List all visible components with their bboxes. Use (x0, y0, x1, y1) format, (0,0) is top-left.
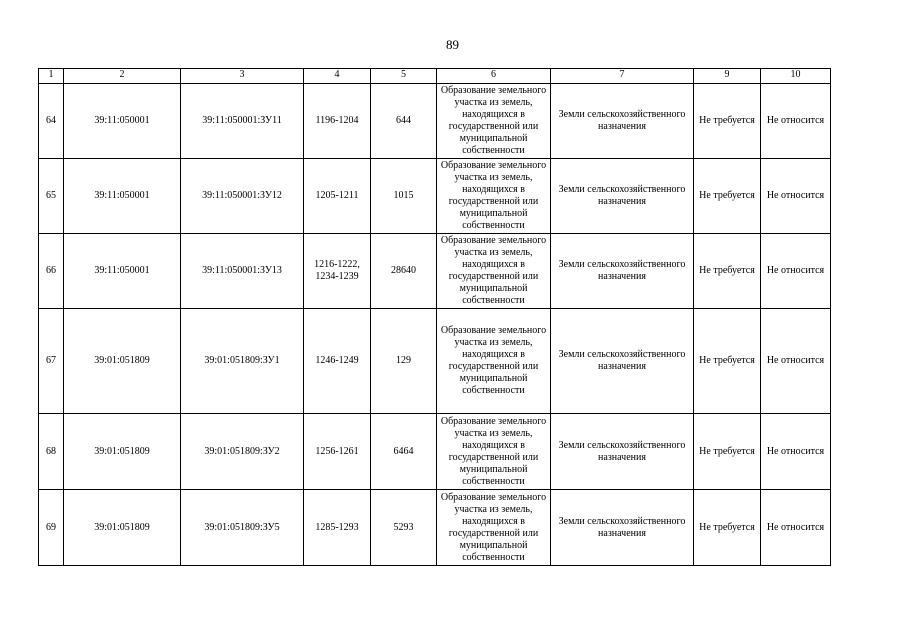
plot-area: 644 (371, 84, 437, 159)
header-cell: 2 (64, 69, 181, 84)
row-number: 64 (39, 84, 64, 159)
row-number: 69 (39, 490, 64, 566)
table-row (39, 309, 831, 414)
cadastral-quarter: 39:01:051809 (64, 490, 181, 566)
boundary-points: 1216-1222, 1234-1239 (304, 234, 371, 309)
table-row (39, 159, 831, 234)
formation-method: Образование земельного участка из земель, находящихся в государственной или муниципальной собственности (437, 490, 551, 566)
row-number: 65 (39, 159, 64, 234)
header-cell: 5 (371, 69, 437, 84)
plot-designation: 39:01:051809:ЗУ5 (181, 490, 304, 566)
formation-method: Образование земельного участка из земель, находящихся в государственной или муниципальной собственности (437, 234, 551, 309)
formation-method: Образование земельного участка из земель, находящихся в государственной или муниципальной собственности (437, 414, 551, 490)
cadastral-quarter: 39:01:051809 (64, 414, 181, 490)
boundary-points: 1285-1293 (304, 490, 371, 566)
boundary-points: 1246-1249 (304, 309, 371, 414)
header-cell: 6 (437, 69, 551, 84)
row-number: 68 (39, 414, 64, 490)
land-category: Земли сельскохозяйственного назначения (551, 309, 694, 414)
relation: Не относится (761, 84, 831, 159)
table-header-row (39, 69, 831, 84)
plot-designation: 39:11:050001:ЗУ13 (181, 234, 304, 309)
plot-area: 6464 (371, 414, 437, 490)
table-row (39, 234, 831, 309)
table-row (39, 414, 831, 490)
plot-area: 28640 (371, 234, 437, 309)
page-number: 89 (446, 37, 459, 52)
plot-designation: 39:11:050001:ЗУ11 (181, 84, 304, 159)
cadastral-quarter: 39:11:050001 (64, 159, 181, 234)
table-row (39, 84, 831, 159)
land-category: Земли сельскохозяйственного назначения (551, 234, 694, 309)
header-cell: 1 (39, 69, 64, 84)
formation-method: Образование земельного участка из земель, находящихся в государственной или муниципальной собственности (437, 159, 551, 234)
plot-designation: 39:01:051809:ЗУ1 (181, 309, 304, 414)
table-row (39, 490, 831, 566)
land-category: Земли сельскохозяйственного назначения (551, 159, 694, 234)
plot-designation: 39:11:050001:ЗУ12 (181, 159, 304, 234)
requirement: Не требуется (694, 309, 761, 414)
plot-area: 129 (371, 309, 437, 414)
relation: Не относится (761, 490, 831, 566)
requirement: Не требуется (694, 490, 761, 566)
relation: Не относится (761, 159, 831, 234)
boundary-points: 1196-1204 (304, 84, 371, 159)
plot-designation: 39:01:051809:ЗУ2 (181, 414, 304, 490)
header-cell: 3 (181, 69, 304, 84)
land-category: Земли сельскохозяйственного назначения (551, 490, 694, 566)
formation-method: Образование земельного участка из земель, находящихся в государственной или муниципальной собственности (437, 84, 551, 159)
requirement: Не требуется (694, 159, 761, 234)
land-category: Земли сельскохозяйственного назначения (551, 414, 694, 490)
header-cell: 10 (761, 69, 831, 84)
relation: Не относится (761, 414, 831, 490)
land-plot-table (38, 68, 831, 566)
row-number: 66 (39, 234, 64, 309)
row-number: 67 (39, 309, 64, 414)
header-cell: 7 (551, 69, 694, 84)
cadastral-quarter: 39:01:051809 (64, 309, 181, 414)
requirement: Не требуется (694, 414, 761, 490)
relation: Не относится (761, 234, 831, 309)
boundary-points: 1205-1211 (304, 159, 371, 234)
plot-area: 1015 (371, 159, 437, 234)
plot-area: 5293 (371, 490, 437, 566)
header-cell: 9 (694, 69, 761, 84)
requirement: Не требуется (694, 234, 761, 309)
relation: Не относится (761, 309, 831, 414)
land-category: Земли сельскохозяйственного назначения (551, 84, 694, 159)
cadastral-quarter: 39:11:050001 (64, 234, 181, 309)
cadastral-quarter: 39:11:050001 (64, 84, 181, 159)
boundary-points: 1256-1261 (304, 414, 371, 490)
formation-method: Образование земельного участка из земель, находящихся в государственной или муниципальной собственности (437, 309, 551, 414)
requirement: Не требуется (694, 84, 761, 159)
header-cell: 4 (304, 69, 371, 84)
